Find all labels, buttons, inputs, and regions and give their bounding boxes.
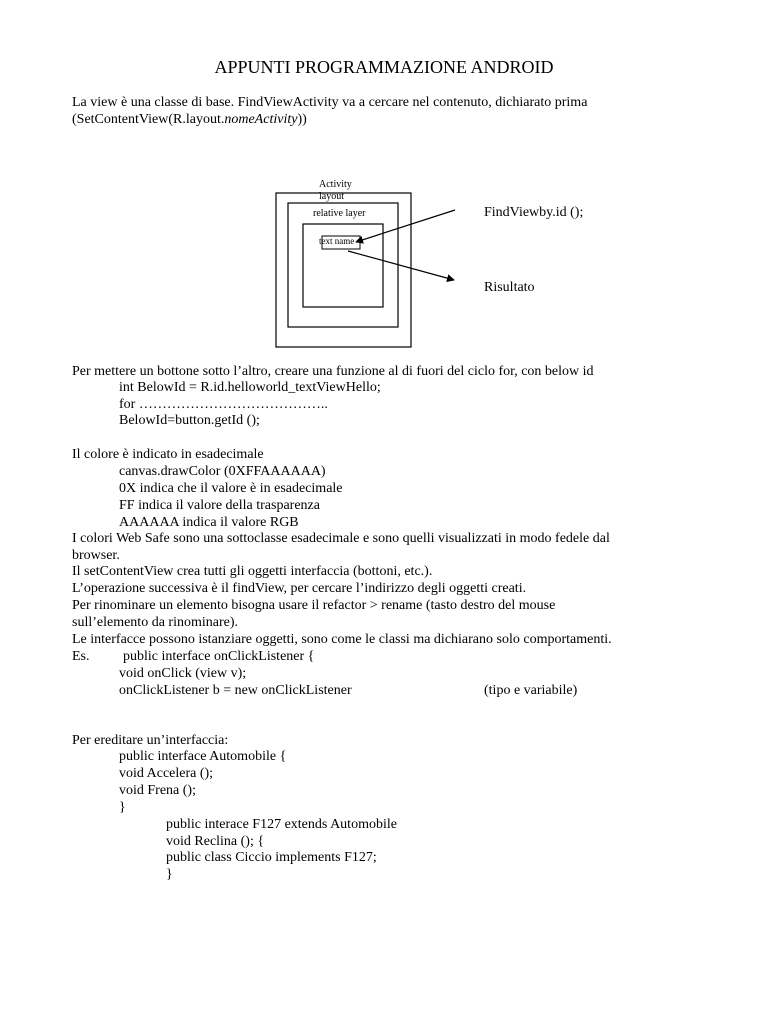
text-line: Per rinominare un elemento bisogna usare il refactor > rename (tasto destro del mouse	[72, 598, 556, 613]
code-line: canvas.drawColor (0XFFAAAAAA)	[119, 464, 326, 479]
code-line: public interface onClickListener {	[123, 649, 315, 664]
text-line: FF indica il valore della trasparenza	[119, 498, 320, 513]
code-line: public interace F127 extends Automobile	[166, 817, 397, 832]
page-title: APPUNTI PROGRAMMAZIONE ANDROID	[214, 57, 554, 77]
interface-intro: Per ereditare un’interfaccia:	[72, 733, 229, 748]
code-line: void onClick (view v);	[119, 666, 247, 681]
code-line: void Accelera ();	[119, 766, 214, 781]
text-line: browser.	[72, 548, 120, 563]
code-comment: (tipo e variabile)	[484, 683, 578, 698]
label-layout: layout	[319, 191, 344, 202]
text-line: Il setContentView crea tutti gli oggetti interfaccia (bottoni, etc.).	[72, 564, 433, 579]
layout-box	[288, 203, 398, 327]
text-line: I colori Web Safe sono una sottoclasse esadecimale e sono quelli visualizzati in modo fedele dal	[72, 531, 610, 546]
code-line: }	[166, 867, 173, 882]
code-line: public interface Automobile {	[119, 749, 287, 764]
label-findview: FindViewby.id ();	[484, 205, 584, 220]
intro-line-2-suffix: ))	[297, 112, 307, 127]
code-line: void Reclina (); {	[166, 834, 265, 849]
code-line: public class Ciccio implements F127;	[166, 850, 377, 865]
text-line: 0X indica che il valore è in esadecimale	[119, 481, 343, 496]
text-line: AAAAAA indica il valore RGB	[119, 515, 299, 530]
code-line: }	[119, 800, 126, 815]
code-line: void Frena ();	[119, 783, 196, 798]
code-line: BelowId=button.getId ();	[119, 413, 260, 428]
example-label: Es.	[72, 649, 90, 664]
code-line: for …………………………………..	[119, 397, 328, 412]
code-line: onClickListener b = new onClickListener	[119, 683, 352, 698]
label-relative-layer: relative layer	[313, 208, 366, 219]
intro-line-2-italic: nomeActivity	[224, 112, 298, 127]
intro-line-1: La view è una classe di base. FindViewActivity va a cercare nel contenuto, dichiarato prima	[72, 95, 588, 110]
findview-arrow	[356, 210, 455, 242]
label-risultato: Risultato	[484, 280, 535, 295]
label-text-name: text name	[319, 236, 355, 246]
color-intro: Il colore è indicato in esadecimale	[72, 447, 264, 462]
text-line: L’operazione successiva è il findView, per cercare l’indirizzo degli oggetti creati.	[72, 581, 527, 596]
result-arrow	[348, 251, 454, 280]
below-id-intro: Per mettere un bottone sotto l’altro, creare una funzione al di fuori del ciclo for, con below id	[72, 364, 594, 379]
label-activity: Activity	[319, 179, 352, 190]
code-line: int BelowId = R.id.helloworld_textViewHello;	[119, 380, 381, 395]
text-line: Le interfacce possono istanziare oggetti, sono come le classi ma dichiarano solo comportamenti.	[72, 632, 612, 647]
intro-line-2-prefix: (SetContentView(R.layout.	[72, 112, 225, 127]
text-line: sull’elemento da rinominare).	[72, 615, 238, 630]
activity-layout-diagram	[0, 0, 768, 360]
